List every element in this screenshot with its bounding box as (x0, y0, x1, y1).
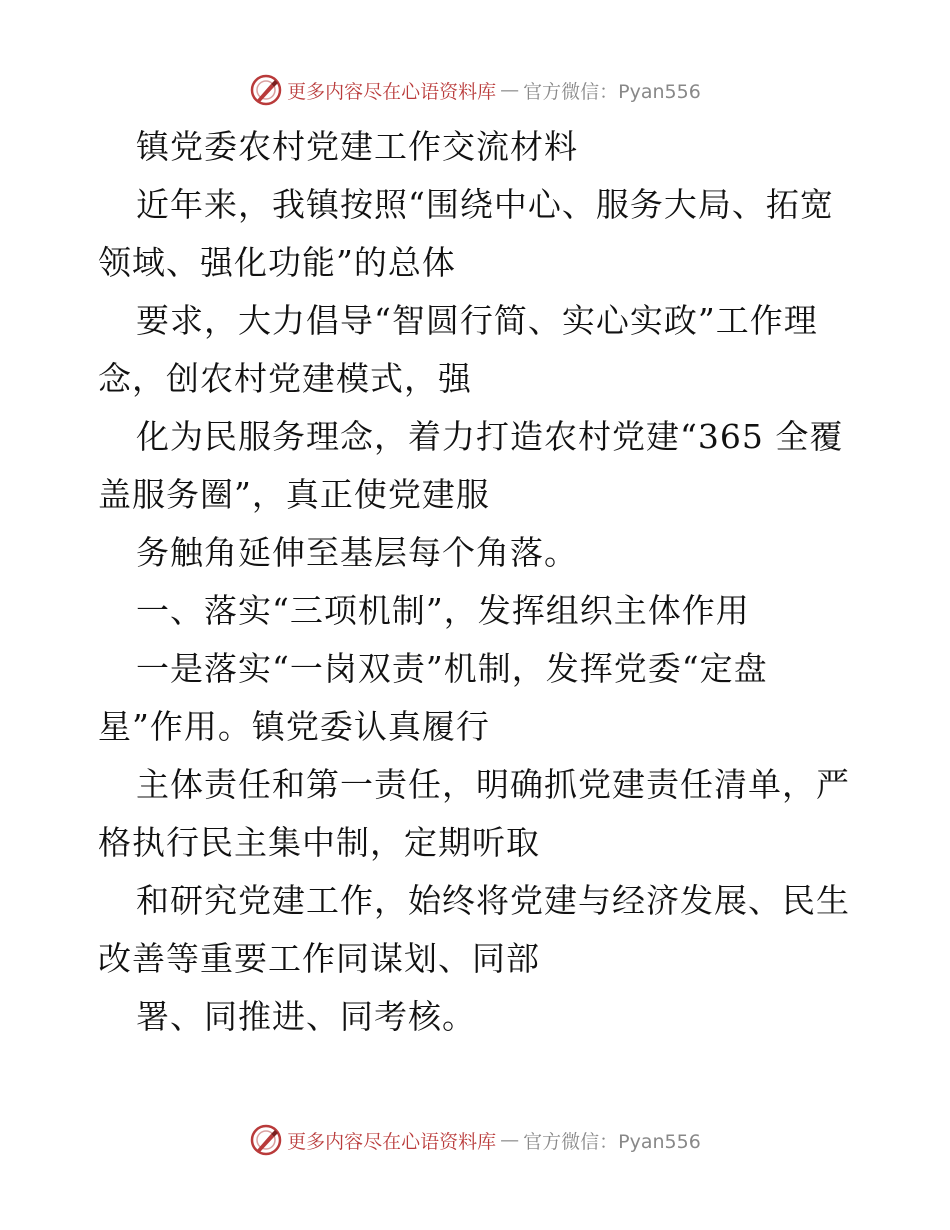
document-body (98, 118, 858, 1046)
paragraph-line: 化为民服务理念，着力打造农村党建“365 全覆 (136, 417, 844, 456)
paragraph-line: 一是落实“一岗双责”机制，发挥党委“定盘 (136, 649, 768, 688)
paragraph-line: 盖服务圈”，真正使党建服 (98, 475, 490, 514)
paragraph-line: 务触角延伸至基层每个角落。 (136, 533, 578, 572)
pen-logo-icon (249, 73, 283, 107)
paragraph-line: 近年来，我镇按照“围绕中心、服务大局、拓宽 (136, 185, 834, 224)
watermark-brand-text: 更多内容尽在心语资料库 (287, 1130, 497, 1153)
watermark-contact-text: 官方微信：Pyan556 (523, 1130, 701, 1153)
watermark-brand-text: 更多内容尽在心语资料库 (287, 80, 497, 103)
section-heading: 一、落实“三项机制”，发挥组织主体作用 (136, 591, 750, 630)
paragraph-line: 念，创农村党建模式，强 (98, 359, 472, 398)
paragraph-line: 领域、强化功能”的总体 (98, 243, 456, 282)
watermark-contact-text: 官方微信：Pyan556 (523, 80, 701, 103)
paragraph-line: 署、同推进、同考核。 (136, 997, 476, 1036)
paragraph-line: 和研究党建工作，始终将党建与经济发展、民生 (136, 881, 850, 920)
paragraph-line: 要求，大力倡导“智圆行简、实心实政”工作理 (136, 301, 818, 340)
pen-logo-icon (249, 1123, 283, 1157)
paragraph-line: 主体责任和第一责任，明确抓党建责任清单，严 (136, 765, 850, 804)
paragraph-line: 格执行民主集中制，定期听取 (98, 823, 540, 862)
header-watermark (0, 70, 950, 110)
paragraph-line: 改善等重要工作同谋划、同部 (98, 939, 540, 978)
footer-watermark (0, 1120, 950, 1160)
document-title: 镇党委农村党建工作交流材料 (136, 127, 578, 166)
paragraph-line: 星”作用。镇党委认真履行 (98, 707, 490, 746)
watermark-separator: — (500, 79, 520, 101)
watermark-separator: — (500, 1129, 520, 1151)
